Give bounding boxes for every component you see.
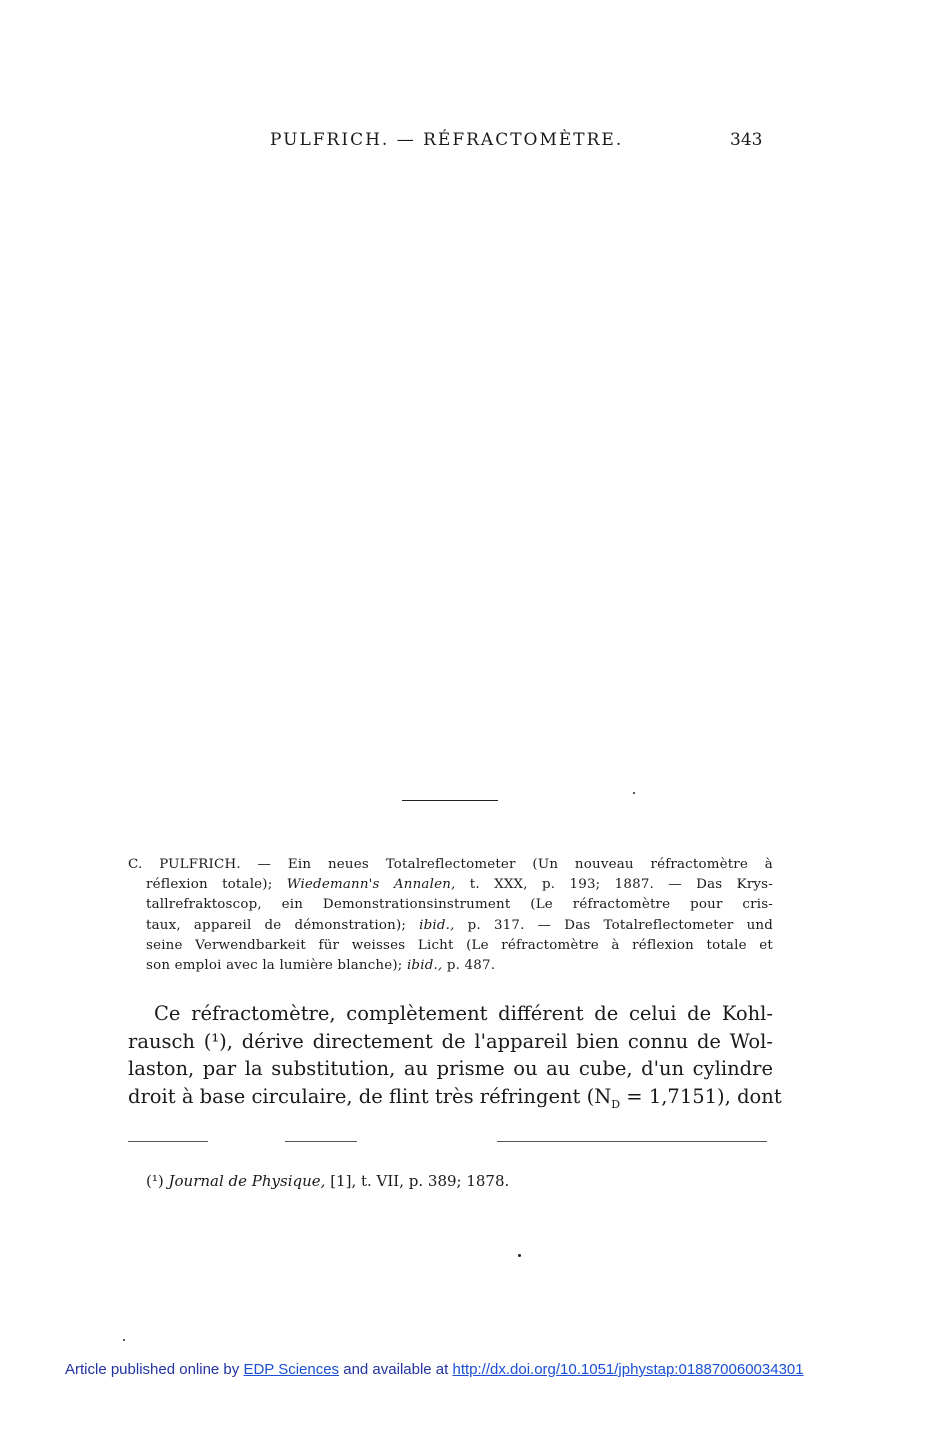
publication-banner: Article published online by EDP Sciences and available at http://dx.doi.org/10.1051/jphystap:018870060034301 xyxy=(65,1361,804,1378)
reference-line-5: seine Verwendbarkeit für weisses Licht (Le réfractomètre à réflexion totale et xyxy=(146,937,773,953)
footnote-rule xyxy=(128,1141,208,1142)
body-line-1: Ce réfractomètre, complètement différent de celui de Kohl- xyxy=(154,1002,773,1025)
body-line-2: rausch (¹), dérive directement de l'appareil bien connu de Wol- xyxy=(128,1029,773,1053)
speck xyxy=(633,792,635,794)
page-number: 343 xyxy=(730,130,763,150)
bibliographic-reference xyxy=(128,855,773,976)
footnote-rule xyxy=(285,1141,357,1142)
footnote-marker: (¹) xyxy=(146,1172,169,1190)
reference-line-2: réflexion totale); Wiedemann's Annalen, t. XXX, p. 193; 1887. — Das Krys- xyxy=(146,877,773,893)
section-separator xyxy=(402,800,498,801)
reference-line-4: taux, appareil de démonstration); ibid., p. 317. — Das Totalreflectometer und xyxy=(146,917,773,933)
footnote: (¹) Journal de Physique, [1], t. VII, p. 389; 1878. xyxy=(146,1172,510,1190)
reference-line-1: C. PULFRICH. — Ein neues Totalreflectometer (Un nouveau réfractomètre à xyxy=(128,857,773,872)
footnote-rule xyxy=(497,1141,767,1142)
speck xyxy=(123,1339,125,1341)
reference-line-6: son emploi avec la lumière blanche); ibid., p. 487. xyxy=(146,958,496,974)
journal-title: Wiedemann's Annalen, xyxy=(286,877,456,893)
body-line-4: droit à base circulaire, de flint très réfringent $(N_D = 1,7151)$, dont xyxy=(128,1084,782,1111)
speck xyxy=(518,1254,521,1257)
body-line-3: laston, par la substitution, au prisme ou au cube, d'un cylindre xyxy=(128,1057,773,1080)
edp-sciences-link[interactable]: EDP Sciences xyxy=(243,1361,340,1378)
footnote-journal: Journal de Physique, xyxy=(168,1172,326,1190)
subscript-d: D xyxy=(611,1097,621,1111)
reference-line-3: tallrefraktoscop, ein Demonstrationsinstrument (Le réfractomètre pour cris- xyxy=(146,897,773,913)
running-head: PULFRICH. — RÉFRACTOMÈTRE. xyxy=(270,130,624,150)
body-paragraph xyxy=(128,1000,782,1118)
doi-link[interactable]: http://dx.doi.org/10.1051/jphystap:018870060034301 xyxy=(452,1361,804,1378)
